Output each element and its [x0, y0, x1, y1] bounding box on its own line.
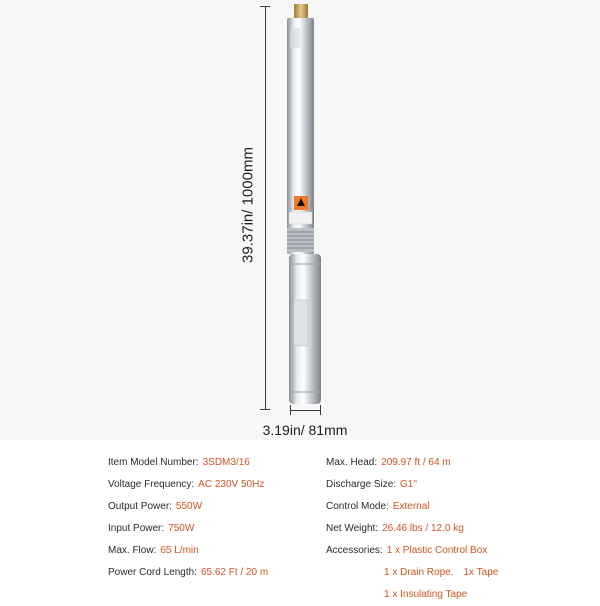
spec-label: Power Cord Length: — [108, 567, 197, 578]
spec-row-input-power — [108, 518, 268, 540]
spec-label: Accessories: — [326, 545, 383, 556]
spec-row-cord-length — [108, 562, 268, 584]
spec-row-max-flow — [108, 540, 268, 562]
spec-label: Max. Head: — [326, 457, 378, 468]
spec-label: Item Model Number: — [108, 457, 199, 468]
spec-row-model — [108, 452, 268, 474]
spec-row-control-mode — [326, 496, 498, 518]
spec-label: Net Weight: — [326, 523, 379, 534]
width-dimension-tick-left — [290, 405, 291, 415]
spec-value: 1 x Plastic Control Box — [386, 545, 488, 556]
spec-label: Discharge Size: — [326, 479, 397, 490]
spec-value: 750W — [168, 523, 195, 534]
spec-row-discharge-size — [326, 474, 498, 496]
spec-value: External — [392, 501, 430, 512]
width-dimension-tick-right — [320, 405, 321, 415]
height-dimension-label: 39.37in/ 1000mm — [239, 147, 257, 263]
accessory-item: 1 x Insulating Tape — [384, 589, 468, 600]
width-dimension-line — [290, 410, 320, 411]
spec-label: Input Power: — [108, 523, 165, 534]
accessory-item: 1 x Drain Rope. — [384, 567, 454, 578]
accessories-extra-line — [326, 562, 498, 584]
spec-value: AC 230V 50Hz — [198, 479, 265, 490]
height-dimension-tick-top — [260, 6, 270, 7]
spec-value: 3SDM3/16 — [202, 457, 250, 468]
accessory-item: 1x Tape — [463, 567, 499, 578]
spec-label: Voltage Frequency: — [108, 479, 195, 490]
spec-value: 209.97 ft / 64 m — [381, 457, 451, 468]
spec-row-accessories — [326, 540, 498, 562]
spec-label: Max. Flow: — [108, 545, 157, 556]
spec-row-net-weight — [326, 518, 498, 540]
spec-value: 26.46 lbs / 12.0 kg — [382, 523, 464, 534]
spec-row-max-head — [326, 452, 498, 474]
spec-label: Output Power: — [108, 501, 172, 512]
width-dimension-label: 3.19in/ 81mm — [262, 422, 348, 438]
spec-label: Control Mode: — [326, 501, 389, 512]
spec-value: 65.62 Ft / 20 m — [200, 567, 269, 578]
submersible-pump-image — [270, 0, 330, 420]
spec-value: G1" — [400, 479, 417, 490]
spec-value: 550W — [175, 501, 203, 512]
height-dimension-line — [265, 6, 266, 410]
accessories-extra-line — [326, 584, 498, 606]
specs-left-column — [108, 452, 268, 584]
spec-row-output-power — [108, 496, 268, 518]
spec-row-voltage — [108, 474, 268, 496]
specs-right-column — [326, 452, 498, 606]
height-dimension-tick-bottom — [260, 409, 270, 410]
spec-value: 65 L/min — [160, 545, 199, 556]
specifications-table — [108, 452, 578, 600]
